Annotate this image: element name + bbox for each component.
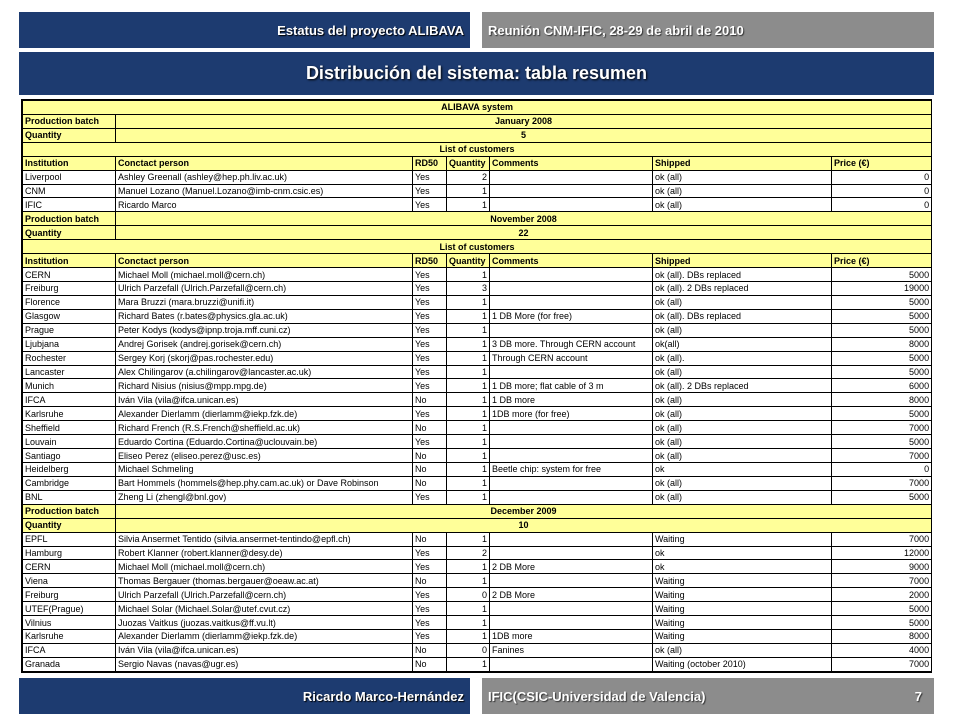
contact-cell: Robert Klanner (robert.klanner@desy.de) (116, 546, 413, 560)
column-header: Price (€) (832, 156, 932, 170)
contact-cell: Thomas Bergauer (thomas.bergauer@oeaw.ac.at) (116, 574, 413, 588)
price-cell: 5000 (832, 490, 932, 504)
contact-cell: Sergey Korj (skorj@pas.rochester.edu) (116, 351, 413, 365)
list-of-customers-label: List of customers (23, 240, 932, 254)
table-row (23, 393, 932, 407)
shipped-cell: ok (all) (653, 323, 832, 337)
institution-cell: Vilnius (23, 616, 116, 630)
shipped-cell: Waiting (653, 630, 832, 644)
contact-cell: Mara Bruzzi (mara.bruzzi@unifi.it) (116, 295, 413, 309)
institution-cell: Liverpool (23, 170, 116, 184)
institution-cell: Freiburg (23, 588, 116, 602)
rd50-cell: Yes (413, 602, 447, 616)
comments-cell: 1 DB more (490, 393, 653, 407)
price-cell: 6000 (832, 379, 932, 393)
rd50-cell: Yes (413, 323, 447, 337)
comments-cell: 2 DB More (490, 560, 653, 574)
price-cell: 8000 (832, 393, 932, 407)
price-cell: 5000 (832, 365, 932, 379)
quantity-cell: 1 (447, 393, 490, 407)
contact-cell: Michael Solar (Michael.Solar@utef.cvut.cz) (116, 602, 413, 616)
contact-cell: Ashley Greenall (ashley@hep.ph.liv.ac.uk) (116, 170, 413, 184)
institution-cell: Karlsruhe (23, 630, 116, 644)
shipped-cell: Waiting (653, 588, 832, 602)
price-cell: 7000 (832, 657, 932, 671)
institution-cell: IFIC (23, 198, 116, 212)
price-cell: 5000 (832, 268, 932, 282)
quantity-cell: 1 (447, 435, 490, 449)
comments-cell: 1DB more (for free) (490, 407, 653, 421)
quantity-cell: 1 (447, 574, 490, 588)
comments-cell: 3 DB more. Through CERN account (490, 337, 653, 351)
summary-table (22, 100, 932, 672)
contact-cell: Eliseo Perez (eliseo.perez@usc.es) (116, 449, 413, 463)
comments-cell: 1 DB more; flat cable of 3 m (490, 379, 653, 393)
table-row (23, 351, 932, 365)
column-header: Institution (23, 254, 116, 268)
rd50-cell: Yes (413, 337, 447, 351)
institution-cell: Florence (23, 295, 116, 309)
comments-cell (490, 170, 653, 184)
list-of-customers-label: List of customers (23, 142, 932, 156)
column-header: Conctact person (116, 254, 413, 268)
rd50-cell: Yes (413, 351, 447, 365)
rd50-cell: Yes (413, 309, 447, 323)
comments-cell (490, 421, 653, 435)
price-cell: 7000 (832, 532, 932, 546)
quantity-cell: 1 (447, 268, 490, 282)
rd50-cell: No (413, 476, 447, 490)
quantity-cell: 1 (447, 309, 490, 323)
quantity-cell: 1 (447, 532, 490, 546)
price-cell: 0 (832, 462, 932, 476)
contact-cell: Michael Moll (michael.moll@cern.ch) (116, 560, 413, 574)
production-batch-label: Production batch (23, 504, 116, 518)
shipped-cell: ok (all) (653, 365, 832, 379)
table-row (23, 560, 932, 574)
institution-cell: IFCA (23, 643, 116, 657)
column-header: RD50 (413, 254, 447, 268)
comments-cell (490, 602, 653, 616)
rd50-cell: Yes (413, 546, 447, 560)
column-header: Comments (490, 254, 653, 268)
contact-cell: Michael Schmeling (116, 462, 413, 476)
comments-cell (490, 323, 653, 337)
production-batch-date: November 2008 (116, 212, 932, 226)
rd50-cell: No (413, 657, 447, 671)
contact-cell: Michael Moll (michael.moll@cern.ch) (116, 268, 413, 282)
comments-cell (490, 546, 653, 560)
price-cell: 12000 (832, 546, 932, 560)
contact-cell: Andrej Gorisek (andrej.gorisek@cern.ch) (116, 337, 413, 351)
quantity-label: Quantity (23, 226, 116, 240)
price-cell: 7000 (832, 476, 932, 490)
comments-cell: 1DB more (490, 630, 653, 644)
shipped-cell: Waiting (653, 574, 832, 588)
table-row (23, 281, 932, 295)
price-cell: 5000 (832, 351, 932, 365)
rd50-cell: Yes (413, 379, 447, 393)
contact-cell: Zheng Li (zhengl@bnl.gov) (116, 490, 413, 504)
institution-cell: Rochester (23, 351, 116, 365)
shipped-cell: ok (all). 2 DBs replaced (653, 379, 832, 393)
table-row (23, 407, 932, 421)
comments-cell (490, 532, 653, 546)
contact-cell: Sergio Navas (navas@ugr.es) (116, 657, 413, 671)
rd50-cell: Yes (413, 560, 447, 574)
price-cell: 9000 (832, 560, 932, 574)
price-cell: 7000 (832, 574, 932, 588)
comments-cell (490, 476, 653, 490)
institution-cell: Louvain (23, 435, 116, 449)
table-row (23, 449, 932, 463)
contact-cell: Iván Vila (vila@ifca.unican.es) (116, 643, 413, 657)
column-header: Comments (490, 156, 653, 170)
batch-quantity-value: 10 (116, 518, 932, 532)
table-row (23, 602, 932, 616)
institution-cell: BNL (23, 490, 116, 504)
institution-cell: Sheffield (23, 421, 116, 435)
institution-cell: Cambridge (23, 476, 116, 490)
shipped-cell: ok (all) (653, 476, 832, 490)
quantity-cell: 1 (447, 337, 490, 351)
footer-right-text: IFIC(CSIC-Universidad de Valencia) (488, 688, 706, 704)
page-number: 7 (914, 688, 922, 704)
quantity-cell: 1 (447, 421, 490, 435)
price-cell: 5000 (832, 616, 932, 630)
price-cell: 5000 (832, 407, 932, 421)
quantity-cell: 2 (447, 546, 490, 560)
price-cell: 5000 (832, 295, 932, 309)
comments-cell: Through CERN account (490, 351, 653, 365)
production-batch-date: December 2009 (116, 504, 932, 518)
table-row (23, 462, 932, 476)
table-row (23, 490, 932, 504)
quantity-cell: 1 (447, 449, 490, 463)
table-row (23, 476, 932, 490)
rd50-cell: Yes (413, 170, 447, 184)
table-row (23, 574, 932, 588)
table-row (23, 657, 932, 671)
comments-cell (490, 657, 653, 671)
contact-cell: Manuel Lozano (Manuel.Lozano@imb-cnm.csic.es) (116, 184, 413, 198)
shipped-cell: ok (all). 2 DBs replaced (653, 281, 832, 295)
institution-cell: Lancaster (23, 365, 116, 379)
price-cell: 0 (832, 198, 932, 212)
summary-table-container (21, 99, 932, 673)
shipped-cell: ok (all) (653, 421, 832, 435)
rd50-cell: Yes (413, 198, 447, 212)
rd50-cell: Yes (413, 365, 447, 379)
price-cell: 7000 (832, 449, 932, 463)
footer-author (19, 678, 470, 714)
institution-cell: UTEF(Prague) (23, 602, 116, 616)
comments-cell (490, 281, 653, 295)
comments-cell (490, 365, 653, 379)
shipped-cell: ok (all). (653, 351, 832, 365)
shipped-cell: ok (653, 462, 832, 476)
contact-cell: Peter Kodys (kodys@ipnp.troja.mff.cuni.cz) (116, 323, 413, 337)
quantity-cell: 0 (447, 588, 490, 602)
column-header-row (23, 156, 932, 170)
column-header: Shipped (653, 156, 832, 170)
shipped-cell: ok (653, 546, 832, 560)
quantity-cell: 1 (447, 630, 490, 644)
contact-cell: Iván Vila (vila@ifca.unican.es) (116, 393, 413, 407)
contact-cell: Alexander Dierlamm (dierlamm@iekp.fzk.de) (116, 630, 413, 644)
comments-cell (490, 198, 653, 212)
rd50-cell: No (413, 574, 447, 588)
header-left-text: Estatus del proyecto ALIBAVA (277, 22, 464, 38)
quantity-cell: 1 (447, 602, 490, 616)
table-row (23, 616, 932, 630)
table-row (23, 643, 932, 657)
batch-quantity-row (23, 518, 932, 532)
rd50-cell: Yes (413, 281, 447, 295)
quantity-label: Quantity (23, 518, 116, 532)
price-cell: 5000 (832, 602, 932, 616)
rd50-cell: Yes (413, 268, 447, 282)
column-header: RD50 (413, 156, 447, 170)
column-header-row (23, 254, 932, 268)
footer-institution (482, 678, 934, 714)
customers-heading-row (23, 142, 932, 156)
shipped-cell: ok (all) (653, 393, 832, 407)
price-cell: 0 (832, 184, 932, 198)
rd50-cell: Yes (413, 435, 447, 449)
table-row (23, 546, 932, 560)
quantity-cell: 1 (447, 490, 490, 504)
shipped-cell: Waiting (653, 532, 832, 546)
contact-cell: Ricardo Marco (116, 198, 413, 212)
comments-cell (490, 574, 653, 588)
price-cell: 5000 (832, 309, 932, 323)
shipped-cell: ok (all) (653, 198, 832, 212)
contact-cell: Richard Nisius (nisius@mpp.mpg.de) (116, 379, 413, 393)
system-title: ALIBAVA system (23, 101, 932, 115)
shipped-cell: Waiting (october 2010) (653, 657, 832, 671)
shipped-cell: ok (all) (653, 449, 832, 463)
quantity-cell: 1 (447, 462, 490, 476)
quantity-cell: 0 (447, 643, 490, 657)
production-batch-row (23, 212, 932, 226)
column-header: Price (€) (832, 254, 932, 268)
price-cell: 2000 (832, 588, 932, 602)
table-row (23, 379, 932, 393)
quantity-cell: 1 (447, 379, 490, 393)
institution-cell: Hamburg (23, 546, 116, 560)
table-row (23, 309, 932, 323)
table-row (23, 198, 932, 212)
comments-cell: Beetle chip: system for free (490, 462, 653, 476)
contact-cell: Juozas Vaitkus (juozas.vaitkus@ff.vu.lt) (116, 616, 413, 630)
rd50-cell: Yes (413, 407, 447, 421)
comments-cell: 1 DB More (for free) (490, 309, 653, 323)
institution-cell: IFCA (23, 393, 116, 407)
batch-quantity-row (23, 226, 932, 240)
production-batch-label: Production batch (23, 114, 116, 128)
table-row (23, 588, 932, 602)
rd50-cell: Yes (413, 184, 447, 198)
quantity-cell: 1 (447, 476, 490, 490)
price-cell: 0 (832, 170, 932, 184)
shipped-cell: ok (all). DBs replaced (653, 268, 832, 282)
comments-cell (490, 449, 653, 463)
comments-cell (490, 616, 653, 630)
contact-cell: Bart Hommels (hommels@hep.phy.cam.ac.uk) or Dave Robinson (116, 476, 413, 490)
shipped-cell: ok (all) (653, 170, 832, 184)
shipped-cell: ok (all) (653, 407, 832, 421)
shipped-cell: ok (653, 560, 832, 574)
contact-cell: Alexander Dierlamm (dierlamm@iekp.fzk.de) (116, 407, 413, 421)
batch-quantity-value: 5 (116, 128, 932, 142)
quantity-cell: 1 (447, 184, 490, 198)
production-batch-row (23, 114, 932, 128)
price-cell: 19000 (832, 281, 932, 295)
table-row (23, 630, 932, 644)
table-row (23, 532, 932, 546)
table-row (23, 337, 932, 351)
contact-cell: Richard French (R.S.French@sheffield.ac.uk) (116, 421, 413, 435)
shipped-cell: Waiting (653, 602, 832, 616)
table-row (23, 365, 932, 379)
institution-cell: Prague (23, 323, 116, 337)
column-header: Conctact person (116, 156, 413, 170)
institution-cell: EPFL (23, 532, 116, 546)
rd50-cell: Yes (413, 490, 447, 504)
rd50-cell: Yes (413, 630, 447, 644)
header-right-text: Reunión CNM-IFIC, 28-29 de abril de 2010 (488, 22, 744, 38)
table-row (23, 323, 932, 337)
shipped-cell: ok (all). DBs replaced (653, 309, 832, 323)
quantity-label: Quantity (23, 128, 116, 142)
quantity-cell: 1 (447, 657, 490, 671)
rd50-cell: No (413, 462, 447, 476)
production-batch-row (23, 504, 932, 518)
comments-cell (490, 295, 653, 309)
table-row (23, 421, 932, 435)
slide-title (19, 52, 934, 95)
quantity-cell: 3 (447, 281, 490, 295)
rd50-cell: Yes (413, 295, 447, 309)
shipped-cell: ok (all) (653, 184, 832, 198)
shipped-cell: ok (all) (653, 295, 832, 309)
institution-cell: Ljubjana (23, 337, 116, 351)
contact-cell: Eduardo Cortina (Eduardo.Cortina@uclouvain.be) (116, 435, 413, 449)
contact-cell: Richard Bates (r.bates@physics.gla.ac.uk) (116, 309, 413, 323)
customers-heading-row (23, 240, 932, 254)
institution-cell: CERN (23, 560, 116, 574)
contact-cell: Silvia Ansermet Tentido (silvia.ansermet-tentindo@epfl.ch) (116, 532, 413, 546)
rd50-cell: No (413, 421, 447, 435)
shipped-cell: ok (all) (653, 435, 832, 449)
institution-cell: Freiburg (23, 281, 116, 295)
institution-cell: CERN (23, 268, 116, 282)
quantity-cell: 1 (447, 323, 490, 337)
price-cell: 8000 (832, 337, 932, 351)
table-title-row (23, 101, 932, 115)
institution-cell: Viena (23, 574, 116, 588)
comments-cell (490, 268, 653, 282)
comments-cell (490, 435, 653, 449)
comments-cell (490, 184, 653, 198)
price-cell: 8000 (832, 630, 932, 644)
institution-cell: Santiago (23, 449, 116, 463)
slide-title-text: Distribución del sistema: tabla resumen (305, 63, 648, 83)
quantity-cell: 1 (447, 198, 490, 212)
contact-cell: Ulrich Parzefall (Ulrich.Parzefall@cern.ch) (116, 588, 413, 602)
rd50-cell: Yes (413, 588, 447, 602)
contact-cell: Alex Chilingarov (a.chilingarov@lancaster.ac.uk) (116, 365, 413, 379)
shipped-cell: ok(all) (653, 337, 832, 351)
price-cell: 5000 (832, 323, 932, 337)
institution-cell: Munich (23, 379, 116, 393)
comments-cell (490, 490, 653, 504)
comments-cell: 2 DB More (490, 588, 653, 602)
column-header: Quantity (447, 156, 490, 170)
production-batch-date: January 2008 (116, 114, 932, 128)
rd50-cell: No (413, 643, 447, 657)
batch-quantity-value: 22 (116, 226, 932, 240)
comments-cell: Fanines (490, 643, 653, 657)
rd50-cell: No (413, 449, 447, 463)
footer-left-text: Ricardo Marco-Hernández (302, 688, 464, 704)
rd50-cell: No (413, 393, 447, 407)
institution-cell: CNM (23, 184, 116, 198)
column-header: Shipped (653, 254, 832, 268)
rd50-cell: Yes (413, 616, 447, 630)
table-row (23, 170, 932, 184)
batch-quantity-row (23, 128, 932, 142)
production-batch-label: Production batch (23, 212, 116, 226)
shipped-cell: ok (all) (653, 643, 832, 657)
institution-cell: Granada (23, 657, 116, 671)
shipped-cell: ok (all) (653, 490, 832, 504)
quantity-cell: 1 (447, 560, 490, 574)
institution-cell: Glasgow (23, 309, 116, 323)
table-row (23, 268, 932, 282)
institution-cell: Karlsruhe (23, 407, 116, 421)
price-cell: 7000 (832, 421, 932, 435)
price-cell: 4000 (832, 643, 932, 657)
table-row (23, 295, 932, 309)
quantity-cell: 1 (447, 407, 490, 421)
column-header: Institution (23, 156, 116, 170)
rd50-cell: No (413, 532, 447, 546)
price-cell: 5000 (832, 435, 932, 449)
quantity-cell: 1 (447, 295, 490, 309)
header-meeting-info (482, 12, 934, 48)
header-project-status (19, 12, 470, 48)
contact-cell: Ulrich Parzefall (Ulrich.Parzefall@cern.ch) (116, 281, 413, 295)
table-row (23, 184, 932, 198)
quantity-cell: 1 (447, 616, 490, 630)
quantity-cell: 2 (447, 170, 490, 184)
table-row (23, 435, 932, 449)
column-header: Quantity (447, 254, 490, 268)
quantity-cell: 1 (447, 351, 490, 365)
quantity-cell: 1 (447, 365, 490, 379)
institution-cell: Heidelberg (23, 462, 116, 476)
shipped-cell: Waiting (653, 616, 832, 630)
